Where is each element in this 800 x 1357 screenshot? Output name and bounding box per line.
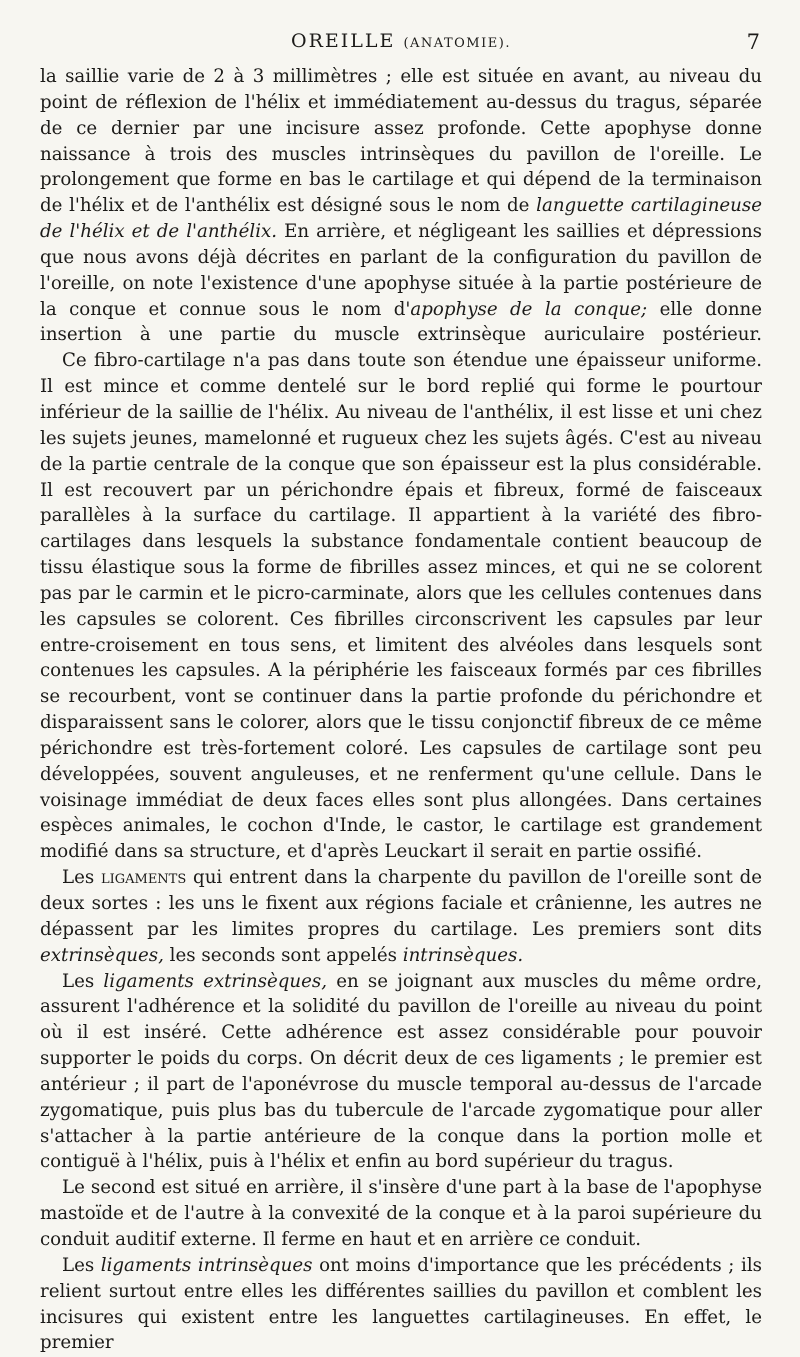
paragraph-5: Le second est situé en arrière, il s'insère d'une part à la base de l'apophyse mastoïde et de l'autre à la convexité de la conque et à la paroi supérieure du conduit auditif externe. Il ferme en haut et en arrière ce conduit. bbox=[40, 1177, 762, 1250]
page-number: 7 bbox=[746, 30, 762, 54]
paragraph-6: Les ligaments intrinsèques ont moins d'importance que les précédents ; ils relient surtout entre elles les différentes saillies du pavillon et comblent les incisures qui existent entre les languettes cartilagineuses. En effet, le premier bbox=[40, 1254, 762, 1354]
paragraph-4: Les ligaments extrinsèques, en se joignant aux muscles du même ordre, assurent l'adhérence et la solidité du pavillon de l'oreille au niveau du point où il est inséré. Cette adhérence est assez considérable pour pouvoir supporter le poids du corps. On décrit deux de ces ligaments ; le premier est antérieur ; il part de l'aponévrose du muscle temporal au-dessus de l'arcade zygomatique, puis plus bas du tubercule de l'arcade zygomatique pour aller s'attacher à la partie antérieure de la conque dans la portion molle et contiguë à l'hélix, puis à l'hélix et enfin au bord supérieur du tragus. bbox=[40, 970, 762, 1173]
paragraph-3: Les ligaments qui entrent dans la charpente du pavillon de l'oreille sont de deux sortes : les uns le fixent aux régions faciale et crânienne, les autres ne dépassent par les limites propres du cartilage. Les premiers sont dits extrinsèques, les seconds sont appelés intrinsèques. bbox=[40, 867, 762, 966]
running-header bbox=[40, 30, 762, 64]
paragraph-2: Ce fibro-cartilage n'a pas dans toute son étendue une épaisseur uniforme. Il est mince et comme dentelé sur le bord replié qui forme le pourtour inférieur de la saillie de l'hélix. Au niveau de l'anthélix, il est lisse et uni chez les sujets jeunes, mamelonné et rugueux chez les sujets âgés. C'est au niveau de la partie centrale de la conque que son épaisseur est la plus considérable. Il est recouvert par un périchondre épais et fibreux, formé de faisceaux parallèles à la surface du cartilage. Il appartient à la variété des fibro-cartilages dans lesquels la substance fondamentale contient beaucoup de tissu élastique sous la forme de fibrilles assez minces, et qui ne se colorent pas par le carmin et le picro-carminate, alors que les cellules contenues dans les capsules se colorent. Ces fibrilles circonscrivent les capsules par leur entre-croisement en tous sens, et limitent des alvéoles dans lesquels sont contenues les capsules. A la périphérie les faisceaux formés par ces fibrilles se recourbent, vont se continuer dans la partie profonde du périchondre et disparaissent sans le colorer, alors que le tissu conjonctif fibreux de ce même périchondre est très-fortement coloré. Les capsules de cartilage sont peu développées, souvent anguleuses, et ne renferment qu'une cellule. Dans le voisinage immédiat de deux faces elles sont plus allongées. Dans certaines espèces animales, le cochon d'Inde, le castor, le cartilage est grandement modifié dans sa structure, et d'après Leuckart il serait en partie ossifié. bbox=[40, 350, 762, 863]
paragraph-1: la saillie varie de 2 à 3 millimètres ; elle est située en avant, au niveau du point de réflexion de l'hélix et immédiatement au-dessus du tragus, séparée de ce dernier par une incisure assez profonde. Cette apophyse donne naissance à trois des muscles intrinsèques du pavillon de l'oreille. Le prolongement que forme en bas le cartilage et qui dépend de la terminaison de l'hélix et de l'anthélix est désigné sous le nom de languette cartilagineuse de l'hélix et de l'anthélix. En arrière, et négligeant les saillies et dépressions que nous avons déjà décrites en parlant de la configuration du pavillon de l'oreille, on note l'existence d'une apophyse située à la partie postérieure de la conque et connue sous le nom d'apophyse de la conque; elle donne insertion à une partie du muscle extrinsèque auriculaire postérieur. bbox=[40, 66, 763, 346]
header-title: OREILLE bbox=[291, 30, 396, 52]
body-text bbox=[40, 64, 762, 1356]
header-subtitle: (ANATOMIE). bbox=[403, 36, 511, 51]
